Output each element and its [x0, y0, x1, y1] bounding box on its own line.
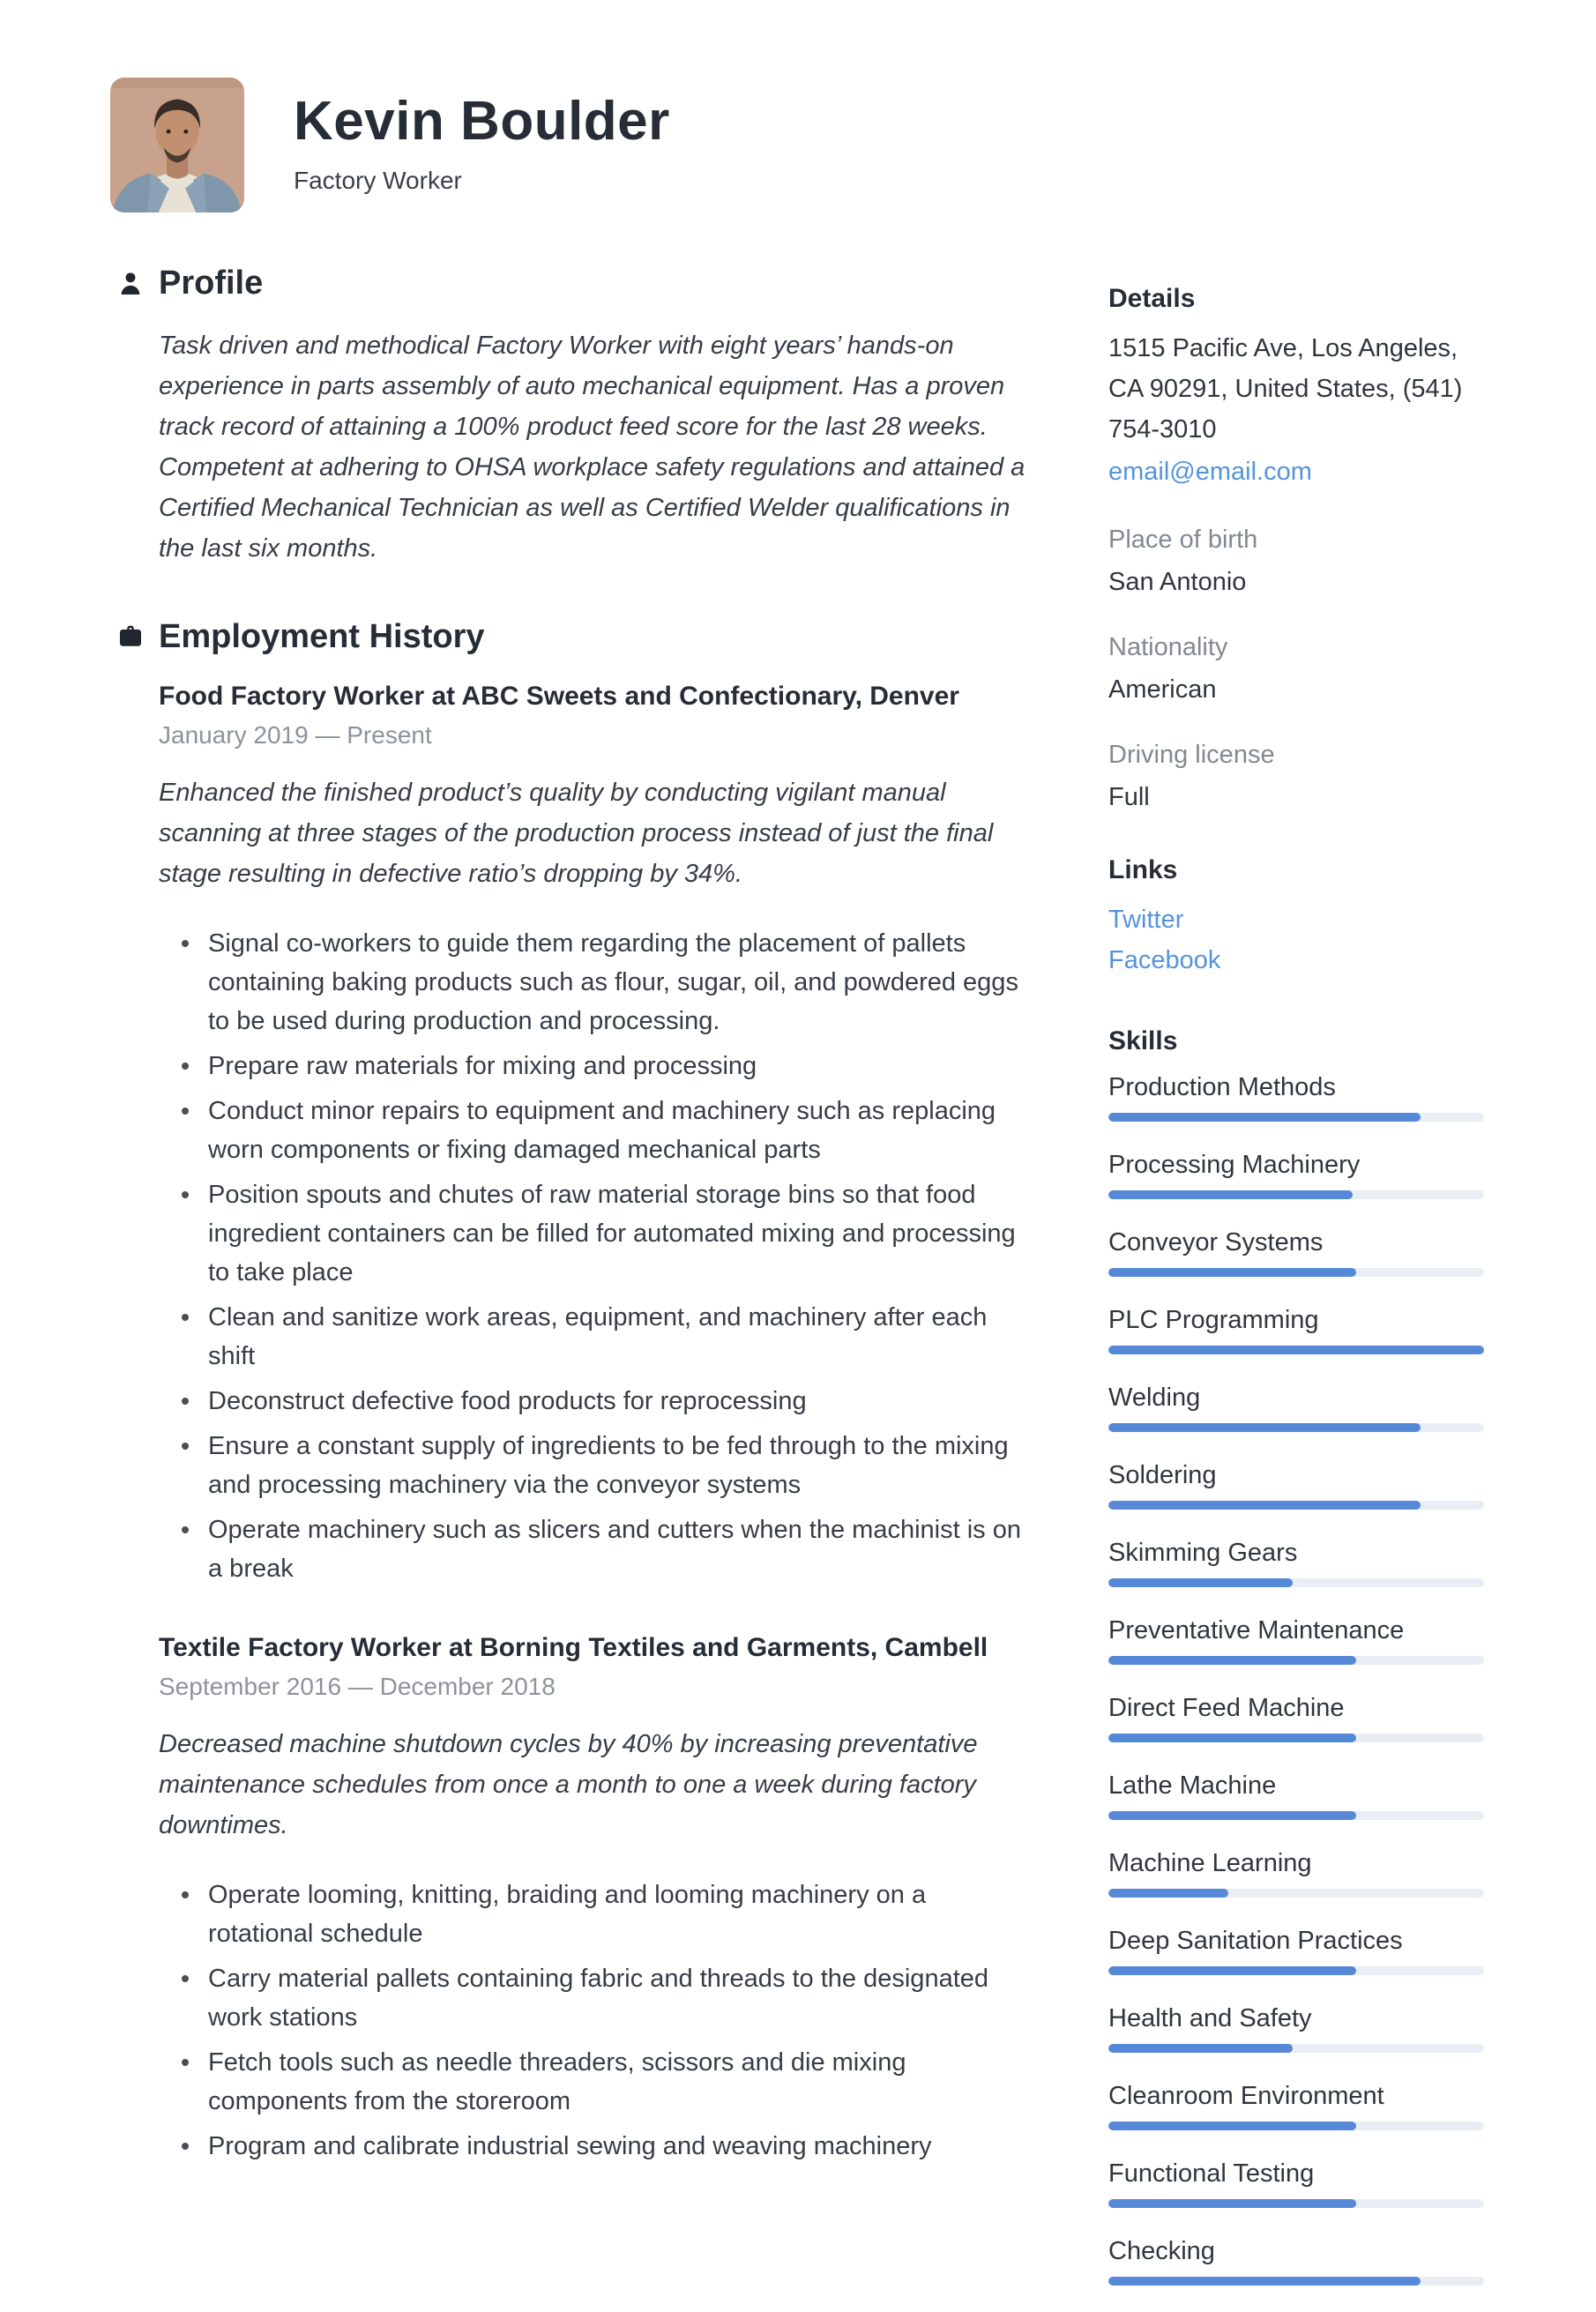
skill-item	[1108, 1536, 1488, 1587]
skill-bar-fill	[1108, 2122, 1356, 2130]
skill-name: Production Methods	[1108, 1073, 1336, 1101]
job-dates: January 2019 — Present	[159, 721, 432, 749]
job-summary: Decreased machine shutdown cycles by 40% by increasing preventative maintenance schedules from once a month to one a week during factory downtimes.	[159, 1730, 978, 1839]
skill-item	[1108, 2002, 1488, 2053]
bullet-item: Carry material pallets containing fabric and threads to the designated work stations	[159, 1959, 1023, 2037]
skill-name: Checking	[1108, 2237, 1215, 2265]
job-entry	[159, 679, 1063, 1588]
briefcase-icon	[115, 622, 146, 653]
skill-bar	[1108, 1966, 1484, 1975]
skill-item	[1108, 1924, 1488, 1975]
profile-photo	[110, 78, 244, 213]
skill-bar	[1108, 1734, 1484, 1742]
bullet-item: Clean and sanitize work areas, equipment, and machinery after each shift	[159, 1298, 1023, 1376]
person-name: Kevin Boulder	[294, 91, 670, 152]
profile-heading: Profile	[159, 265, 264, 302]
job-bullet-list	[159, 1876, 1023, 2166]
field-driving-license	[1108, 737, 1488, 815]
skill-item	[1108, 1070, 1488, 1122]
skill-item	[1108, 2234, 1488, 2286]
skill-item	[1108, 1458, 1488, 1510]
facebook-link[interactable]: Facebook	[1108, 946, 1221, 974]
job-dates: September 2016 — December 2018	[159, 1673, 556, 1700]
skill-name: Preventative Maintenance	[1108, 1616, 1405, 1645]
field-nationality	[1108, 630, 1488, 707]
skill-item	[1108, 1303, 1488, 1354]
bullet-item: Operate machinery such as slicers and cutters when the machinist is on a break	[159, 1510, 1023, 1588]
links-group	[1108, 855, 1488, 981]
skill-name: Soldering	[1108, 1461, 1217, 1489]
skill-bar-fill	[1108, 1113, 1421, 1122]
employment-heading: Employment History	[159, 618, 485, 655]
skill-bar-fill	[1108, 1346, 1484, 1354]
skill-item	[1108, 1148, 1488, 1199]
job-summary: Enhanced the finished product’s quality by conducting vigilant manual scanning at three stages of the production process instead of just the final stage resulting in defective ratio’s dropping by 34%.	[159, 779, 994, 888]
skill-bar	[1108, 2044, 1484, 2053]
skill-name: PLC Programming	[1108, 1306, 1319, 1334]
bullet-item: Prepare raw materials for mixing and processing	[159, 1047, 1023, 1085]
skill-name: Processing Machinery	[1108, 1151, 1361, 1179]
skill-item	[1108, 1614, 1488, 1665]
skill-bar-fill	[1108, 1268, 1356, 1277]
skill-bar-fill	[1108, 1578, 1293, 1587]
sidebar	[1108, 284, 1488, 2312]
skills-group	[1108, 1026, 1488, 2286]
bullet-item: Ensure a constant supply of ingredients to be fed through to the mixing and processing machinery via the conveyor systems	[159, 1427, 1023, 1504]
address-line: CA 90291, United States, (541)	[1108, 375, 1463, 403]
skill-name: Conveyor Systems	[1108, 1228, 1324, 1257]
bullet-item: Operate looming, knitting, braiding and looming machinery on a rotational schedule	[159, 1876, 1023, 1953]
skills-list	[1108, 1070, 1488, 2286]
skill-bar	[1108, 1811, 1484, 1820]
field-label: Driving license	[1108, 741, 1275, 769]
bullet-item: Signal co-workers to guide them regarding the placement of pallets containing baking products such as flour, sugar, oil, and powdered eggs to be used during production and processing.	[159, 924, 1023, 1040]
skill-item	[1108, 1769, 1488, 1820]
job-title: Food Factory Worker at ABC Sweets and Confectionary, Denver	[159, 682, 959, 711]
twitter-link[interactable]: Twitter	[1108, 906, 1184, 934]
skill-name: Machine Learning	[1108, 1849, 1312, 1877]
skill-bar	[1108, 2277, 1484, 2286]
skill-item	[1108, 2157, 1488, 2208]
bullet-item: Deconstruct defective food products for reprocessing	[159, 1382, 1023, 1421]
skill-bar	[1108, 1423, 1484, 1432]
skill-item	[1108, 1226, 1488, 1277]
field-value: American	[1108, 675, 1217, 704]
skill-bar-fill	[1108, 2199, 1356, 2208]
bullet-item: Position spouts and chutes of raw material storage bins so that food ingredient containers can be filled for automated mixing and processing to take place	[159, 1175, 1023, 1292]
person-job-title: Factory Worker	[294, 167, 462, 194]
skills-heading: Skills	[1108, 1026, 1178, 1055]
skill-bar-fill	[1108, 1190, 1353, 1199]
bullet-item: Conduct minor repairs to equipment and machinery such as replacing worn components or fixing damaged mechanical parts	[159, 1092, 1023, 1169]
skill-bar	[1108, 1656, 1484, 1665]
skill-bar	[1108, 1190, 1484, 1199]
skill-bar-fill	[1108, 1423, 1421, 1432]
skill-bar-fill	[1108, 1734, 1356, 1742]
skill-name: Health and Safety	[1108, 2004, 1312, 2032]
skill-bar-fill	[1108, 2044, 1293, 2053]
profile-text: Task driven and methodical Factory Worker with eight years’ hands-on experience in parts assembly of auto mechanical equipment. Has a proven track record of attaining a 100% product feed score for the last 28 weeks. Competent at adhering to OHSA workplace safety regulations and attained a Certified Mechanical Technician as well as Certified Welder qualifications in the last six months.	[159, 332, 1025, 563]
skill-name: Deep Sanitation Practices	[1108, 1927, 1403, 1955]
field-label: Place of birth	[1108, 526, 1258, 554]
bullet-item: Program and calibrate industrial sewing and weaving machinery	[159, 2127, 1023, 2166]
field-place-of-birth	[1108, 522, 1488, 600]
skill-item	[1108, 1381, 1488, 1432]
name-block	[294, 78, 670, 213]
field-value: San Antonio	[1108, 568, 1247, 596]
skill-bar	[1108, 1113, 1484, 1122]
skill-bar	[1108, 2199, 1484, 2208]
person-icon	[115, 268, 146, 300]
main-column	[115, 265, 1063, 2208]
skill-name: Direct Feed Machine	[1108, 1694, 1345, 1722]
skill-name: Cleanroom Environment	[1108, 2082, 1384, 2110]
address	[1108, 328, 1488, 450]
field-value: Full	[1108, 783, 1150, 811]
skill-name: Welding	[1108, 1383, 1201, 1412]
skill-bar-fill	[1108, 2277, 1421, 2286]
employment-section	[115, 618, 1063, 2166]
skill-bar	[1108, 1501, 1484, 1510]
job-entry	[159, 1630, 1063, 2166]
details-group	[1108, 284, 1488, 492]
skill-bar	[1108, 1268, 1484, 1277]
job-bullet-list	[159, 924, 1023, 1588]
skill-bar-fill	[1108, 1966, 1356, 1975]
address-line: 1515 Pacific Ave, Los Angeles,	[1108, 334, 1458, 362]
skill-bar-fill	[1108, 1811, 1356, 1820]
email-link[interactable]: email@email.com	[1108, 458, 1312, 486]
skill-bar-fill	[1108, 1656, 1356, 1665]
address-line: 754-3010	[1108, 415, 1217, 444]
skill-bar	[1108, 1346, 1484, 1354]
skill-bar	[1108, 1889, 1484, 1898]
bullet-item: Fetch tools such as needle threaders, scissors and die mixing components from the storeroom	[159, 2043, 1023, 2121]
profile-photo-image	[110, 78, 244, 213]
skill-item	[1108, 2079, 1488, 2130]
employment-section-header	[115, 618, 1063, 656]
skill-bar-fill	[1108, 1501, 1421, 1510]
skill-bar	[1108, 1578, 1484, 1587]
job-title: Textile Factory Worker at Borning Textiles and Garments, Cambell	[159, 1633, 988, 1662]
field-label: Nationality	[1108, 633, 1228, 661]
skill-name: Skimming Gears	[1108, 1539, 1298, 1567]
skill-name: Functional Testing	[1108, 2159, 1315, 2188]
skill-bar-fill	[1108, 1889, 1228, 1898]
skill-name: Lathe Machine	[1108, 1771, 1277, 1800]
skill-item	[1108, 1846, 1488, 1898]
skill-item	[1108, 1691, 1488, 1742]
profile-section-header	[115, 265, 1063, 302]
profile-section	[115, 265, 1063, 569]
links-heading: Links	[1108, 855, 1178, 884]
details-heading: Details	[1108, 284, 1196, 313]
skill-bar	[1108, 2122, 1484, 2130]
resume-header	[110, 78, 670, 213]
